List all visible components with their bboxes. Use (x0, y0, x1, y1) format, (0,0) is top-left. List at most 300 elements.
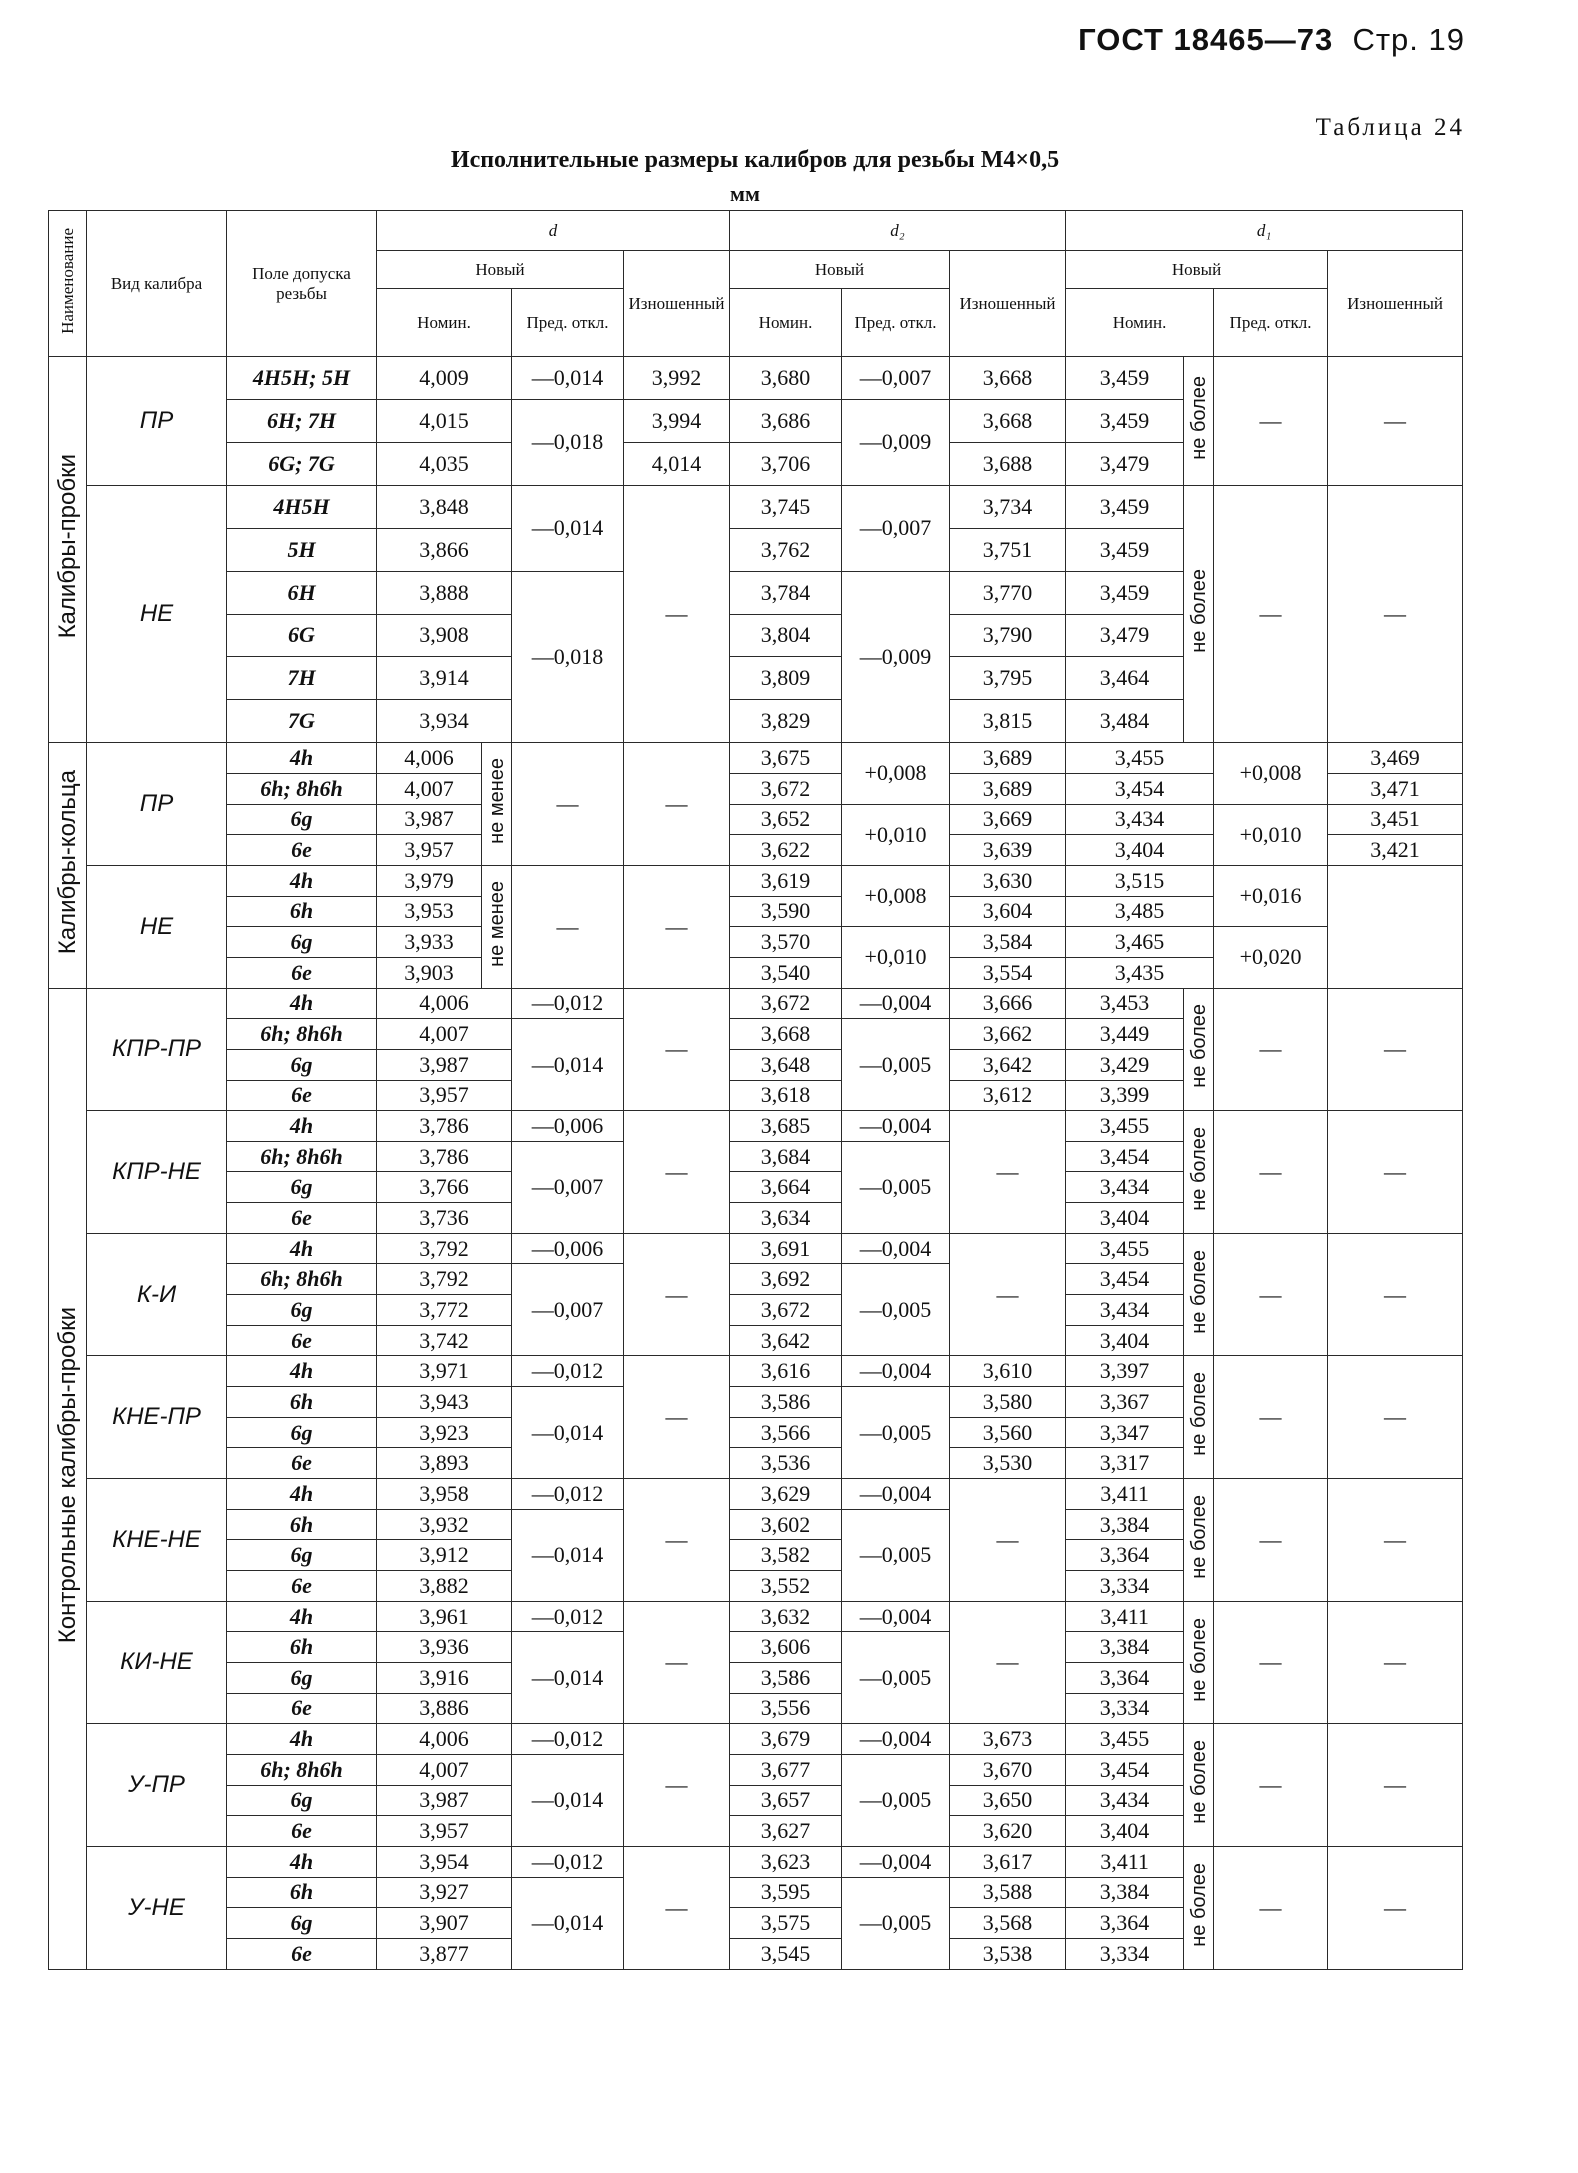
tolerance-field: 6g (227, 1908, 377, 1939)
d1-nominal: 3,404 (1066, 1203, 1184, 1234)
table-row (49, 927, 1463, 958)
d2-nominal: 3,622 (730, 835, 842, 866)
tolerance-field: 6h (227, 1387, 377, 1418)
tolerance-field: 6h; 8h6h (227, 773, 377, 804)
d2-worn: 3,734 (950, 485, 1066, 528)
d2-worn: 3,639 (950, 835, 1066, 866)
d-nominal: 3,786 (377, 1111, 512, 1142)
d2-nominal: 3,680 (730, 357, 842, 400)
d1-nominal: 3,434 (1066, 1172, 1184, 1203)
d-nominal: 3,934 (377, 700, 512, 743)
tolerance-field: 4h (227, 1479, 377, 1510)
d-nominal: 3,932 (377, 1509, 512, 1540)
d-nominal: 4,007 (377, 773, 482, 804)
d-deviation: —0,012 (512, 1601, 624, 1632)
d1-limit-mark (1184, 988, 1214, 1111)
d2-worn: 3,751 (950, 528, 1066, 571)
tolerance-field: 6h; 8h6h (227, 1141, 377, 1172)
d-deviation: —0,012 (512, 1356, 624, 1387)
group-label-text: Калибры-кольца (53, 769, 81, 955)
tolerance-field: 6G; 7G (227, 442, 377, 485)
d2-nominal: 3,652 (730, 804, 842, 835)
d2-worn: 3,588 (950, 1877, 1066, 1908)
d1-nominal: 3,455 (1066, 743, 1214, 774)
d1-nom-header: Номин. (1066, 289, 1214, 357)
d-nominal: 3,786 (377, 1141, 512, 1172)
d1-limit-mark (1184, 1233, 1214, 1356)
d2-nominal: 3,634 (730, 1203, 842, 1234)
d1-nominal: 3,411 (1066, 1846, 1184, 1877)
table-row (49, 743, 1463, 774)
d2-nominal: 3,745 (730, 485, 842, 528)
d-worn: — (624, 988, 730, 1111)
tolerance-field: 4h (227, 743, 377, 774)
tolerance-field: 4H5H; 5H (227, 357, 377, 400)
table-row (49, 1601, 1463, 1632)
col-d-header: d (377, 211, 730, 251)
d1-limit-mark-text: не более (1188, 375, 1211, 460)
d-deviation: —0,007 (512, 1141, 624, 1233)
gauge-kind: ПР (87, 357, 227, 486)
d2-deviation: +0,010 (842, 927, 950, 988)
d1-nominal: 3,484 (1066, 700, 1184, 743)
d2-nominal: 3,762 (730, 528, 842, 571)
d2-nominal: 3,586 (730, 1387, 842, 1418)
d1-worn: — (1328, 485, 1463, 743)
d1-nominal: 3,459 (1066, 528, 1184, 571)
d-worn: — (624, 865, 730, 988)
d1-nominal: 3,434 (1066, 1295, 1184, 1326)
d2-dev-header: Пред. откл. (842, 289, 950, 357)
d-worn: — (624, 1356, 730, 1479)
d-deviation: —0,014 (512, 357, 624, 400)
d2-worn: 3,620 (950, 1816, 1066, 1847)
d1-nominal: 3,364 (1066, 1908, 1184, 1939)
d2-nominal: 3,657 (730, 1785, 842, 1816)
d-worn: — (624, 1724, 730, 1847)
d-nominal: 4,006 (377, 1724, 512, 1755)
d-deviation: —0,006 (512, 1233, 624, 1264)
gauge-kind: КПР-НЕ (87, 1111, 227, 1234)
d-deviation: —0,014 (512, 485, 624, 571)
d1-new-header: Новый (1066, 251, 1328, 289)
d1-deviation: — (1214, 485, 1328, 743)
d-nominal: 3,886 (377, 1693, 512, 1724)
d-nominal: 3,987 (377, 1049, 512, 1080)
gauge-kind: У-НЕ (87, 1846, 227, 1969)
d1-nominal: 3,411 (1066, 1479, 1184, 1510)
d1-nominal: 3,454 (1066, 1754, 1184, 1785)
d2-deviation: —0,005 (842, 1632, 950, 1724)
d1-worn (1328, 865, 1463, 988)
gauge-kind: НЕ (87, 865, 227, 988)
d-deviation: —0,014 (512, 1019, 624, 1111)
d-nominal: 3,979 (377, 865, 482, 896)
table-title: Исполнительные размеры калибров для резьбы М4×0,5 (450, 147, 1060, 173)
d2-nominal: 3,648 (730, 1049, 842, 1080)
table-row (49, 804, 1463, 835)
d1-nominal: 3,334 (1066, 1571, 1184, 1602)
d2-nominal: 3,685 (730, 1111, 842, 1142)
d-deviation: —0,018 (512, 399, 624, 485)
d2-deviation: —0,004 (842, 1724, 950, 1755)
d2-nominal: 3,664 (730, 1172, 842, 1203)
d2-nominal: 3,784 (730, 571, 842, 614)
d1-nominal: 3,384 (1066, 1632, 1184, 1663)
tolerance-field: 6e (227, 1816, 377, 1847)
d1-dev-header: Пред. откл. (1214, 289, 1328, 357)
d1-limit-mark-text: не более (1188, 1740, 1211, 1824)
d1-worn: — (1328, 988, 1463, 1111)
tolerance-field: 4h (227, 988, 377, 1019)
d2-deviation: +0,008 (842, 743, 950, 804)
d2-nominal: 3,556 (730, 1693, 842, 1724)
d-nominal: 4,006 (377, 988, 512, 1019)
d1-nominal: 3,364 (1066, 1540, 1184, 1571)
gauge-kind: НЕ (87, 485, 227, 743)
d-nominal: 4,035 (377, 442, 512, 485)
gauge-kind: КНЕ-ПР (87, 1356, 227, 1479)
d2-nominal: 3,804 (730, 614, 842, 657)
d-deviation: —0,012 (512, 988, 624, 1019)
d2-worn: 3,612 (950, 1080, 1066, 1111)
d1-nominal: 3,465 (1066, 927, 1214, 958)
d2-deviation: —0,007 (842, 485, 950, 571)
d-nominal: 3,792 (377, 1264, 512, 1295)
d-nominal: 3,912 (377, 1540, 512, 1571)
d2-worn: 3,560 (950, 1417, 1066, 1448)
tolerance-field: 4H5H (227, 485, 377, 528)
d-nominal: 3,914 (377, 657, 512, 700)
d2-nominal: 3,540 (730, 957, 842, 988)
table-row (49, 357, 1463, 400)
tolerance-field: 6e (227, 1938, 377, 1969)
tolerance-field: 6g (227, 1662, 377, 1693)
d-nominal: 3,848 (377, 485, 512, 528)
d2-nominal: 3,629 (730, 1479, 842, 1510)
d2-nominal: 3,586 (730, 1662, 842, 1693)
tolerance-field: 7H (227, 657, 377, 700)
d1-nominal: 3,434 (1066, 1785, 1184, 1816)
d2-deviation: —0,007 (842, 357, 950, 400)
tolerance-field: 6h (227, 896, 377, 927)
d-limit-mark-text: не менее (486, 880, 508, 967)
d2-nominal: 3,809 (730, 657, 842, 700)
page-header (1000, 22, 1465, 58)
d-nominal: 3,908 (377, 614, 512, 657)
d1-worn: 3,471 (1328, 773, 1463, 804)
tolerance-field: 4h (227, 1846, 377, 1877)
d-deviation: —0,012 (512, 1479, 624, 1510)
d-nominal: 3,943 (377, 1387, 512, 1418)
d2-nominal: 3,582 (730, 1540, 842, 1571)
d-deviation: —0,007 (512, 1264, 624, 1356)
tolerance-field: 6g (227, 1785, 377, 1816)
tolerance-field: 6h; 8h6h (227, 1264, 377, 1295)
page-number: Стр. 19 (1352, 22, 1465, 57)
table-row (49, 865, 1463, 896)
d1-nominal: 3,479 (1066, 614, 1184, 657)
d2-worn: 3,610 (950, 1356, 1066, 1387)
d2-nominal: 3,706 (730, 442, 842, 485)
d-nominal: 3,971 (377, 1356, 512, 1387)
d-nominal: 3,766 (377, 1172, 512, 1203)
d-deviation: — (512, 743, 624, 866)
d1-limit-mark-text: не более (1188, 1494, 1211, 1579)
d1-deviation: — (1214, 1233, 1328, 1356)
d-nominal: 3,742 (377, 1325, 512, 1356)
d2-worn: 3,669 (950, 804, 1066, 835)
d-nominal: 3,957 (377, 835, 482, 866)
d-deviation: —0,018 (512, 571, 624, 743)
d2-worn-header: Изношенный (950, 251, 1066, 357)
d-new-header: Новый (377, 251, 624, 289)
d2-deviation: —0,004 (842, 1233, 950, 1264)
table-row (49, 1724, 1463, 1755)
d2-nominal: 3,691 (730, 1233, 842, 1264)
d2-deviation: —0,005 (842, 1387, 950, 1479)
d2-deviation: —0,005 (842, 1264, 950, 1356)
tolerance-field: 6e (227, 957, 377, 988)
d-worn-header: Изношенный (624, 251, 730, 357)
tolerance-field: 6g (227, 804, 377, 835)
d-nominal: 4,015 (377, 399, 512, 442)
d-deviation: —0,014 (512, 1754, 624, 1846)
d-deviation: —0,014 (512, 1632, 624, 1724)
group-label (49, 988, 87, 1969)
d1-nominal: 3,364 (1066, 1662, 1184, 1693)
tolerance-field: 4h (227, 1356, 377, 1387)
table-row (49, 1111, 1463, 1142)
d2-nominal: 3,829 (730, 700, 842, 743)
gauge-kind: КИ-НЕ (87, 1601, 227, 1724)
d1-worn: — (1328, 357, 1463, 486)
d2-deviation: —0,005 (842, 1509, 950, 1601)
tolerance-field: 6e (227, 1571, 377, 1602)
d-nominal: 4,007 (377, 1019, 512, 1050)
d2-worn: — (950, 1233, 1066, 1356)
gauge-kind: ПР (87, 743, 227, 866)
group-label-text: Калибры-пробки (53, 453, 81, 639)
d1-nominal: 3,454 (1066, 1141, 1184, 1172)
tolerance-field: 6e (227, 1325, 377, 1356)
table-row (49, 1479, 1463, 1510)
table-header (49, 211, 1463, 357)
d-nominal: 4,006 (377, 743, 482, 774)
d2-worn: 3,662 (950, 1019, 1066, 1050)
d2-worn: 3,584 (950, 927, 1066, 958)
d-nominal: 3,907 (377, 1908, 512, 1939)
d-limit-mark (482, 743, 512, 866)
d2-deviation: —0,004 (842, 1846, 950, 1877)
d-nominal: 3,877 (377, 1938, 512, 1969)
d1-worn: — (1328, 1846, 1463, 1969)
tolerance-field: 6e (227, 1080, 377, 1111)
gauge-kind: К-И (87, 1233, 227, 1356)
d-worn: — (624, 1233, 730, 1356)
d-nominal: 3,958 (377, 1479, 512, 1510)
d1-deviation: +0,020 (1214, 927, 1328, 988)
d1-nominal: 3,411 (1066, 1601, 1184, 1632)
d1-nominal: 3,454 (1066, 1264, 1184, 1295)
tolerance-field: 6h (227, 1632, 377, 1663)
d1-deviation: — (1214, 1356, 1328, 1479)
tolerance-field: 6h; 8h6h (227, 1754, 377, 1785)
d-worn: — (624, 1601, 730, 1724)
d1-nominal: 3,459 (1066, 399, 1184, 442)
d1-nominal: 3,435 (1066, 957, 1214, 988)
d1-limit-mark (1184, 1601, 1214, 1724)
d-nominal: 3,987 (377, 804, 482, 835)
d1-nominal: 3,455 (1066, 1233, 1184, 1264)
d2-worn: 3,689 (950, 773, 1066, 804)
d-dev-header: Пред. откл. (512, 289, 624, 357)
d1-worn: — (1328, 1479, 1463, 1602)
d2-worn: 3,650 (950, 1785, 1066, 1816)
standard-number: ГОСТ 18465—73 (1078, 22, 1334, 57)
d2-worn: 3,666 (950, 988, 1066, 1019)
d2-nominal: 3,575 (730, 1908, 842, 1939)
d2-worn: — (950, 1479, 1066, 1602)
d1-nominal: 3,347 (1066, 1417, 1184, 1448)
table-row (49, 1233, 1463, 1264)
d2-worn: 3,688 (950, 442, 1066, 485)
d2-worn: 3,668 (950, 399, 1066, 442)
d2-nominal: 3,692 (730, 1264, 842, 1295)
tolerance-field: 6h (227, 1509, 377, 1540)
d-nominal: 3,736 (377, 1203, 512, 1234)
d-worn: — (624, 485, 730, 743)
d2-worn: 3,580 (950, 1387, 1066, 1418)
d1-worn: — (1328, 1233, 1463, 1356)
d1-nominal: 3,479 (1066, 442, 1184, 485)
d1-deviation: — (1214, 1111, 1328, 1234)
d2-worn: 3,689 (950, 743, 1066, 774)
d1-worn-header: Изношенный (1328, 251, 1463, 357)
d-nominal: 3,927 (377, 1877, 512, 1908)
d2-nominal: 3,672 (730, 988, 842, 1019)
d1-nominal: 3,459 (1066, 357, 1184, 400)
d2-worn: 3,673 (950, 1724, 1066, 1755)
d2-nominal: 3,675 (730, 743, 842, 774)
d2-worn: 3,670 (950, 1754, 1066, 1785)
d2-worn: 3,530 (950, 1448, 1066, 1479)
d2-nominal: 3,590 (730, 896, 842, 927)
d1-worn: — (1328, 1356, 1463, 1479)
tolerance-field: 6e (227, 1693, 377, 1724)
d1-nominal: 3,449 (1066, 1019, 1184, 1050)
d-worn: — (624, 1111, 730, 1234)
table-row (49, 988, 1463, 1019)
d-deviation: —0,012 (512, 1724, 624, 1755)
d-nom-header: Номин. (377, 289, 512, 357)
d1-nominal: 3,334 (1066, 1693, 1184, 1724)
d1-worn: — (1328, 1601, 1463, 1724)
d1-nominal: 3,404 (1066, 1325, 1184, 1356)
d-worn: — (624, 1479, 730, 1602)
table-row (49, 1356, 1463, 1387)
d1-worn: 3,469 (1328, 743, 1463, 774)
col-field-header: Поле допуска резьбы (227, 211, 377, 357)
d2-deviation: —0,004 (842, 1479, 950, 1510)
d1-deviation: — (1214, 1479, 1328, 1602)
group-label-text: Контрольные калибры-пробки (53, 1307, 81, 1644)
d1-worn: 3,421 (1328, 835, 1463, 866)
d-nominal: 3,987 (377, 1785, 512, 1816)
gauge-kind: КПР-ПР (87, 988, 227, 1111)
d2-nominal: 3,606 (730, 1632, 842, 1663)
d1-nominal: 3,404 (1066, 835, 1214, 866)
d1-limit-mark (1184, 1479, 1214, 1602)
d-deviation: — (512, 865, 624, 988)
d1-limit-mark (1184, 1724, 1214, 1847)
tolerance-field: 6g (227, 1049, 377, 1080)
d1-nominal: 3,404 (1066, 1816, 1184, 1847)
d2-nominal: 3,536 (730, 1448, 842, 1479)
d2-deviation: —0,004 (842, 1601, 950, 1632)
d2-nominal: 3,632 (730, 1601, 842, 1632)
d2-deviation: —0,004 (842, 1111, 950, 1142)
tolerance-field: 6g (227, 1172, 377, 1203)
d2-worn: 3,604 (950, 896, 1066, 927)
d2-worn: 3,790 (950, 614, 1066, 657)
d2-nominal: 3,552 (730, 1571, 842, 1602)
d1-limit-mark-text: не более (1188, 1127, 1211, 1211)
d2-nominal: 3,679 (730, 1724, 842, 1755)
d2-worn: 3,815 (950, 700, 1066, 743)
tolerance-field: 6g (227, 1295, 377, 1326)
tolerance-field: 4h (227, 1601, 377, 1632)
tolerance-field: 6H; 7H (227, 399, 377, 442)
d2-worn: 3,642 (950, 1049, 1066, 1080)
d-nominal: 3,923 (377, 1417, 512, 1448)
d2-deviation: —0,004 (842, 988, 950, 1019)
tolerance-field: 6e (227, 1203, 377, 1234)
d2-nominal: 3,677 (730, 1754, 842, 1785)
d-worn: 3,994 (624, 399, 730, 442)
d1-limit-mark (1184, 1846, 1214, 1969)
d2-nominal: 3,672 (730, 773, 842, 804)
d-nominal: 3,933 (377, 927, 482, 958)
d1-limit-mark-text: не более (1188, 1372, 1211, 1457)
tolerance-field: 6h; 8h6h (227, 1019, 377, 1050)
d-nominal: 3,893 (377, 1448, 512, 1479)
d-nominal: 4,009 (377, 357, 512, 400)
d1-worn: 3,451 (1328, 804, 1463, 835)
d1-deviation: — (1214, 357, 1328, 486)
d2-deviation: —0,009 (842, 571, 950, 743)
d2-worn: 3,554 (950, 957, 1066, 988)
d1-worn: — (1328, 1111, 1463, 1234)
d1-nominal: 3,464 (1066, 657, 1184, 700)
d2-deviation: —0,005 (842, 1141, 950, 1233)
d-nominal: 3,866 (377, 528, 512, 571)
d1-nominal: 3,399 (1066, 1080, 1184, 1111)
d1-deviation: +0,008 (1214, 743, 1328, 804)
d1-deviation: — (1214, 1724, 1328, 1847)
d2-nominal: 3,686 (730, 399, 842, 442)
table-body (49, 357, 1463, 1970)
tolerance-field: 6g (227, 1417, 377, 1448)
d2-deviation: —0,004 (842, 1356, 950, 1387)
d1-limit-mark (1184, 1111, 1214, 1234)
d2-worn: — (950, 1601, 1066, 1724)
d1-deviation: +0,010 (1214, 804, 1328, 865)
d1-nominal: 3,334 (1066, 1938, 1184, 1969)
group-label (49, 357, 87, 743)
d-nominal: 3,954 (377, 1846, 512, 1877)
gauge-kind: У-ПР (87, 1724, 227, 1847)
